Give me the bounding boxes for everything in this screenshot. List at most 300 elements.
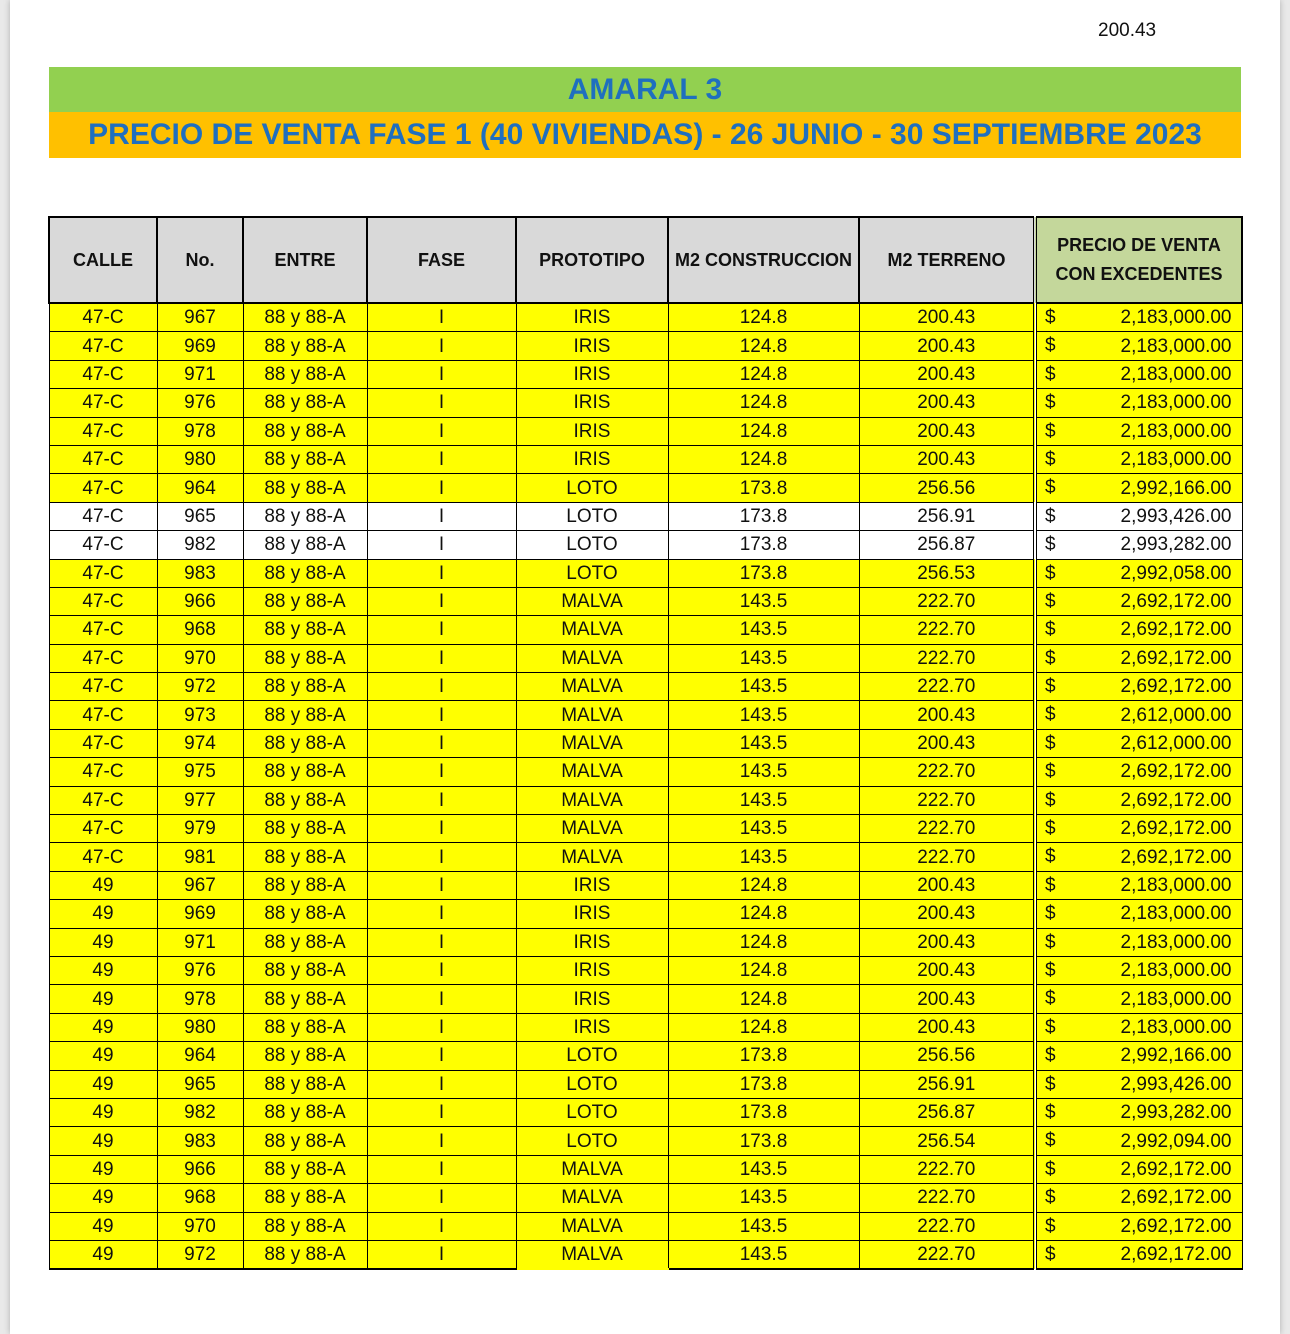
no-cell: 969 (157, 332, 243, 360)
calle-cell: 49 (49, 1070, 157, 1098)
m2-terreno-cell: 256.91 (859, 1070, 1035, 1098)
prototipo-cell: LOTO (516, 1070, 668, 1098)
no-cell: 978 (157, 985, 243, 1013)
column-header-precio (1035, 217, 1242, 303)
table-row (49, 871, 1242, 899)
no-cell: 968 (157, 616, 243, 644)
column-header-no: No. (157, 217, 243, 303)
m2-terreno-cell: 222.70 (859, 1240, 1035, 1269)
entre-cell: 88 y 88-A (243, 815, 367, 843)
currency-symbol: $ (1045, 732, 1056, 754)
fase-cell: I (367, 1013, 516, 1041)
precio-cell (1035, 758, 1242, 786)
m2-terreno-cell: 222.70 (859, 587, 1035, 615)
m2-construccion-cell: 143.5 (668, 786, 859, 814)
entre-cell: 88 y 88-A (243, 1042, 367, 1070)
no-cell: 970 (157, 1212, 243, 1240)
currency-symbol: $ (1045, 335, 1056, 357)
currency-symbol: $ (1045, 420, 1056, 442)
m2-terreno-cell: 200.43 (859, 360, 1035, 388)
precio-cell (1035, 332, 1242, 360)
m2-terreno-cell: 222.70 (859, 843, 1035, 871)
price-amount: 2,993,282.00 (1120, 534, 1232, 556)
table-row (49, 644, 1242, 672)
no-cell: 983 (157, 1127, 243, 1155)
fase-cell: I (367, 815, 516, 843)
entre-cell: 88 y 88-A (243, 1184, 367, 1212)
no-cell: 972 (157, 673, 243, 701)
calle-cell: 47-C (49, 389, 157, 417)
table-row (49, 616, 1242, 644)
m2-construccion-cell: 143.5 (668, 815, 859, 843)
precio-cell (1035, 1155, 1242, 1183)
table-row (49, 1013, 1242, 1041)
m2-construccion-cell: 143.5 (668, 729, 859, 757)
m2-terreno-cell: 256.56 (859, 1042, 1035, 1070)
no-cell: 973 (157, 701, 243, 729)
prototipo-cell: LOTO (516, 531, 668, 559)
price-amount: 2,612,000.00 (1120, 704, 1232, 726)
no-cell: 972 (157, 1240, 243, 1269)
m2-construccion-cell: 143.5 (668, 1155, 859, 1183)
prototipo-cell: MALVA (516, 815, 668, 843)
top-right-value: 200.43 (1098, 20, 1157, 41)
currency-symbol: $ (1045, 1158, 1056, 1180)
price-amount: 2,993,426.00 (1120, 505, 1232, 527)
currency-symbol: $ (1045, 903, 1056, 925)
fase-cell: I (367, 559, 516, 587)
calle-cell: 49 (49, 1042, 157, 1070)
m2-terreno-cell: 200.43 (859, 729, 1035, 757)
m2-terreno-cell: 200.43 (859, 701, 1035, 729)
m2-terreno-cell: 200.43 (859, 417, 1035, 445)
no-cell: 964 (157, 1042, 243, 1070)
m2-terreno-cell: 200.43 (859, 956, 1035, 984)
currency-symbol: $ (1045, 590, 1056, 612)
calle-cell: 49 (49, 1184, 157, 1212)
fase-cell: I (367, 985, 516, 1013)
no-cell: 976 (157, 389, 243, 417)
table-row (49, 389, 1242, 417)
calle-cell: 47-C (49, 673, 157, 701)
precio-cell (1035, 786, 1242, 814)
price-amount: 2,692,172.00 (1120, 846, 1232, 868)
entre-cell: 88 y 88-A (243, 502, 367, 530)
precio-cell (1035, 1042, 1242, 1070)
currency-symbol: $ (1045, 363, 1056, 385)
precio-cell (1035, 1127, 1242, 1155)
document-subtitle: PRECIO DE VENTA FASE 1 (40 VIVIENDAS) - 26 JUNIO - 30 SEPTIEMBRE 2023 (49, 112, 1241, 158)
table-row (49, 1098, 1242, 1126)
prototipo-cell: MALVA (516, 1240, 668, 1269)
m2-terreno-cell: 200.43 (859, 445, 1035, 473)
m2-construccion-cell: 173.8 (668, 502, 859, 530)
table-row (49, 502, 1242, 530)
price-amount: 2,993,426.00 (1120, 1073, 1232, 1095)
table-row (49, 474, 1242, 502)
m2-terreno-cell: 200.43 (859, 389, 1035, 417)
precio-cell (1035, 928, 1242, 956)
fase-cell: I (367, 616, 516, 644)
entre-cell: 88 y 88-A (243, 729, 367, 757)
currency-symbol: $ (1045, 676, 1056, 698)
entre-cell: 88 y 88-A (243, 900, 367, 928)
table-row (49, 1155, 1242, 1183)
entre-cell: 88 y 88-A (243, 928, 367, 956)
precio-cell (1035, 303, 1242, 332)
fase-cell: I (367, 956, 516, 984)
fase-cell: I (367, 445, 516, 473)
prototipo-cell: LOTO (516, 1127, 668, 1155)
m2-terreno-cell: 200.43 (859, 1013, 1035, 1041)
price-amount: 2,993,282.00 (1120, 1102, 1232, 1124)
m2-construccion-cell: 124.8 (668, 303, 859, 332)
prototipo-cell: IRIS (516, 303, 668, 332)
column-header-m2-construccion: M2 CONSTRUCCION (668, 217, 859, 303)
m2-terreno-cell: 256.56 (859, 474, 1035, 502)
precio-cell (1035, 673, 1242, 701)
price-amount: 2,692,172.00 (1120, 1215, 1232, 1237)
entre-cell: 88 y 88-A (243, 644, 367, 672)
price-amount: 2,692,172.00 (1120, 591, 1232, 613)
no-cell: 974 (157, 729, 243, 757)
no-cell: 979 (157, 815, 243, 843)
calle-cell: 49 (49, 1155, 157, 1183)
currency-symbol: $ (1045, 1130, 1056, 1152)
precio-cell (1035, 1013, 1242, 1041)
m2-terreno-cell: 200.43 (859, 900, 1035, 928)
m2-terreno-cell: 256.54 (859, 1127, 1035, 1155)
price-amount: 2,692,172.00 (1120, 761, 1232, 783)
table-body (49, 303, 1242, 1269)
m2-construccion-cell: 143.5 (668, 1212, 859, 1240)
prototipo-cell: MALVA (516, 786, 668, 814)
fase-cell: I (367, 1155, 516, 1183)
precio-cell (1035, 815, 1242, 843)
calle-cell: 47-C (49, 758, 157, 786)
currency-symbol: $ (1045, 647, 1056, 669)
prototipo-cell: MALVA (516, 701, 668, 729)
currency-symbol: $ (1045, 1215, 1056, 1237)
table-row (49, 445, 1242, 473)
fase-cell: I (367, 1184, 516, 1212)
m2-construccion-cell: 143.5 (668, 644, 859, 672)
table-row (49, 587, 1242, 615)
price-amount: 2,692,172.00 (1120, 818, 1232, 840)
m2-construccion-cell: 143.5 (668, 616, 859, 644)
table-row (49, 758, 1242, 786)
precio-cell (1035, 360, 1242, 388)
currency-symbol: $ (1045, 1073, 1056, 1095)
table-row (49, 701, 1242, 729)
table-row (49, 417, 1242, 445)
m2-terreno-cell: 222.70 (859, 1155, 1035, 1183)
table-row (49, 786, 1242, 814)
currency-symbol: $ (1045, 392, 1056, 414)
price-amount: 2,183,000.00 (1120, 960, 1232, 982)
fase-cell: I (367, 1212, 516, 1240)
table-row (49, 1127, 1242, 1155)
fase-cell: I (367, 786, 516, 814)
entre-cell: 88 y 88-A (243, 389, 367, 417)
m2-construccion-cell: 124.8 (668, 360, 859, 388)
m2-construccion-cell: 124.8 (668, 417, 859, 445)
currency-symbol: $ (1045, 619, 1056, 641)
prototipo-cell: LOTO (516, 559, 668, 587)
m2-construccion-cell: 124.8 (668, 389, 859, 417)
currency-symbol: $ (1045, 534, 1056, 556)
precio-cell (1035, 1184, 1242, 1212)
precio-cell (1035, 445, 1242, 473)
price-amount: 2,692,172.00 (1120, 676, 1232, 698)
m2-construccion-cell: 143.5 (668, 843, 859, 871)
no-cell: 976 (157, 956, 243, 984)
no-cell: 967 (157, 303, 243, 332)
no-cell: 969 (157, 900, 243, 928)
m2-terreno-cell: 256.53 (859, 559, 1035, 587)
prototipo-cell: MALVA (516, 1212, 668, 1240)
prototipo-cell: IRIS (516, 956, 668, 984)
prototipo-cell: IRIS (516, 928, 668, 956)
prototipo-cell: IRIS (516, 985, 668, 1013)
price-amount: 2,692,172.00 (1120, 1244, 1232, 1266)
prototipo-cell: IRIS (516, 900, 668, 928)
prototipo-cell: MALVA (516, 673, 668, 701)
table-row (49, 928, 1242, 956)
no-cell: 980 (157, 1013, 243, 1041)
entre-cell: 88 y 88-A (243, 1155, 367, 1183)
fase-cell: I (367, 587, 516, 615)
m2-construccion-cell: 124.8 (668, 985, 859, 1013)
entre-cell: 88 y 88-A (243, 871, 367, 899)
no-cell: 965 (157, 502, 243, 530)
price-amount: 2,183,000.00 (1120, 449, 1232, 471)
m2-construccion-cell: 143.5 (668, 1240, 859, 1269)
table-row (49, 900, 1242, 928)
entre-cell: 88 y 88-A (243, 786, 367, 814)
prototipo-cell: IRIS (516, 445, 668, 473)
entre-cell: 88 y 88-A (243, 445, 367, 473)
table-header-row (49, 217, 1242, 303)
entre-cell: 88 y 88-A (243, 673, 367, 701)
no-cell: 971 (157, 928, 243, 956)
calle-cell: 49 (49, 871, 157, 899)
m2-construccion-cell: 124.8 (668, 871, 859, 899)
calle-cell: 47-C (49, 616, 157, 644)
calle-cell: 47-C (49, 815, 157, 843)
calle-cell: 49 (49, 900, 157, 928)
fase-cell: I (367, 1070, 516, 1098)
no-cell: 966 (157, 1155, 243, 1183)
m2-construccion-cell: 143.5 (668, 701, 859, 729)
table-row (49, 303, 1242, 332)
prototipo-cell: LOTO (516, 1098, 668, 1126)
prototipo-cell: MALVA (516, 587, 668, 615)
m2-construccion-cell: 143.5 (668, 758, 859, 786)
calle-cell: 47-C (49, 332, 157, 360)
entre-cell: 88 y 88-A (243, 1127, 367, 1155)
prototipo-cell: IRIS (516, 360, 668, 388)
calle-cell: 49 (49, 1098, 157, 1126)
calle-cell: 49 (49, 928, 157, 956)
fase-cell: I (367, 502, 516, 530)
no-cell: 968 (157, 1184, 243, 1212)
currency-symbol: $ (1045, 761, 1056, 783)
precio-cell (1035, 417, 1242, 445)
precio-cell (1035, 559, 1242, 587)
no-cell: 970 (157, 644, 243, 672)
price-amount: 2,183,000.00 (1120, 335, 1232, 357)
currency-symbol: $ (1045, 959, 1056, 981)
m2-construccion-cell: 173.8 (668, 1070, 859, 1098)
column-header-prototipo: PROTOTIPO (516, 217, 668, 303)
currency-symbol: $ (1045, 1187, 1056, 1209)
entre-cell: 88 y 88-A (243, 1098, 367, 1126)
table-row (49, 360, 1242, 388)
entre-cell: 88 y 88-A (243, 474, 367, 502)
table-row (49, 729, 1242, 757)
no-cell: 966 (157, 587, 243, 615)
price-amount: 2,183,000.00 (1120, 903, 1232, 925)
calle-cell: 49 (49, 1013, 157, 1041)
precio-cell (1035, 871, 1242, 899)
precio-cell (1035, 1070, 1242, 1098)
column-header-fase: FASE (367, 217, 516, 303)
calle-cell: 49 (49, 956, 157, 984)
prototipo-cell: IRIS (516, 417, 668, 445)
entre-cell: 88 y 88-A (243, 985, 367, 1013)
calle-cell: 47-C (49, 559, 157, 587)
calle-cell: 47-C (49, 786, 157, 814)
entre-cell: 88 y 88-A (243, 1240, 367, 1269)
no-cell: 982 (157, 531, 243, 559)
currency-symbol: $ (1045, 1016, 1056, 1038)
m2-construccion-cell: 173.8 (668, 474, 859, 502)
price-header-line1: PRECIO DE VENTA (1057, 235, 1221, 255)
entre-cell: 88 y 88-A (243, 531, 367, 559)
m2-construccion-cell: 143.5 (668, 1184, 859, 1212)
table-row (49, 1184, 1242, 1212)
fase-cell: I (367, 1127, 516, 1155)
table-row (49, 985, 1242, 1013)
precio-cell (1035, 985, 1242, 1013)
no-cell: 977 (157, 786, 243, 814)
m2-terreno-cell: 256.87 (859, 1098, 1035, 1126)
calle-cell: 47-C (49, 417, 157, 445)
table-row (49, 815, 1242, 843)
fase-cell: I (367, 1098, 516, 1126)
calle-cell: 47-C (49, 445, 157, 473)
calle-cell: 49 (49, 1212, 157, 1240)
m2-construccion-cell: 143.5 (668, 673, 859, 701)
price-amount: 2,183,000.00 (1120, 875, 1232, 896)
fase-cell: I (367, 928, 516, 956)
prototipo-cell: MALVA (516, 729, 668, 757)
price-amount: 2,183,000.00 (1120, 420, 1232, 442)
no-cell: 982 (157, 1098, 243, 1126)
currency-symbol: $ (1045, 1045, 1056, 1067)
currency-symbol: $ (1045, 477, 1056, 499)
m2-construccion-cell: 124.8 (668, 956, 859, 984)
m2-construccion-cell: 124.8 (668, 900, 859, 928)
calle-cell: 49 (49, 985, 157, 1013)
entre-cell: 88 y 88-A (243, 303, 367, 332)
prototipo-cell: MALVA (516, 616, 668, 644)
precio-cell (1035, 531, 1242, 559)
precio-cell (1035, 956, 1242, 984)
no-cell: 978 (157, 417, 243, 445)
no-cell: 981 (157, 843, 243, 871)
fase-cell: I (367, 644, 516, 672)
table-row (49, 1042, 1242, 1070)
entre-cell: 88 y 88-A (243, 758, 367, 786)
price-amount: 2,183,000.00 (1120, 392, 1232, 414)
entre-cell: 88 y 88-A (243, 1013, 367, 1041)
price-amount: 2,692,172.00 (1120, 647, 1232, 669)
prototipo-cell: IRIS (516, 389, 668, 417)
entre-cell: 88 y 88-A (243, 843, 367, 871)
no-cell: 964 (157, 474, 243, 502)
entre-cell: 88 y 88-A (243, 956, 367, 984)
table-row (49, 332, 1242, 360)
prototipo-cell: MALVA (516, 1155, 668, 1183)
fase-cell: I (367, 758, 516, 786)
precio-cell (1035, 616, 1242, 644)
fase-cell: I (367, 729, 516, 757)
precio-cell (1035, 587, 1242, 615)
precio-cell (1035, 502, 1242, 530)
m2-terreno-cell: 222.70 (859, 758, 1035, 786)
prototipo-cell: LOTO (516, 474, 668, 502)
prototipo-cell: IRIS (516, 332, 668, 360)
column-header-m2-terreno: M2 TERRENO (859, 217, 1035, 303)
calle-cell: 49 (49, 1127, 157, 1155)
prototipo-cell: LOTO (516, 502, 668, 530)
calle-cell: 47-C (49, 502, 157, 530)
fase-cell: I (367, 871, 516, 899)
m2-construccion-cell: 124.8 (668, 445, 859, 473)
m2-terreno-cell: 256.91 (859, 502, 1035, 530)
calle-cell: 47-C (49, 303, 157, 332)
precio-cell (1035, 729, 1242, 757)
table-row (49, 1212, 1242, 1240)
entre-cell: 88 y 88-A (243, 1070, 367, 1098)
fase-cell: I (367, 1042, 516, 1070)
m2-terreno-cell: 200.43 (859, 871, 1035, 899)
m2-terreno-cell: 222.70 (859, 815, 1035, 843)
m2-terreno-cell: 200.43 (859, 303, 1035, 332)
fase-cell: I (367, 531, 516, 559)
entre-cell: 88 y 88-A (243, 417, 367, 445)
fase-cell: I (367, 900, 516, 928)
no-cell: 975 (157, 758, 243, 786)
currency-symbol: $ (1045, 931, 1056, 953)
calle-cell: 47-C (49, 360, 157, 388)
entre-cell: 88 y 88-A (243, 616, 367, 644)
price-amount: 2,183,000.00 (1120, 1016, 1232, 1038)
table-row (49, 1070, 1242, 1098)
fase-cell: I (367, 303, 516, 332)
no-cell: 965 (157, 1070, 243, 1098)
m2-construccion-cell: 143.5 (668, 587, 859, 615)
precio-cell (1035, 701, 1242, 729)
prototipo-cell: MALVA (516, 758, 668, 786)
m2-terreno-cell: 200.43 (859, 332, 1035, 360)
table-row (49, 843, 1242, 871)
table-row (49, 1240, 1242, 1269)
precio-cell (1035, 644, 1242, 672)
m2-construccion-cell: 173.8 (668, 1042, 859, 1070)
